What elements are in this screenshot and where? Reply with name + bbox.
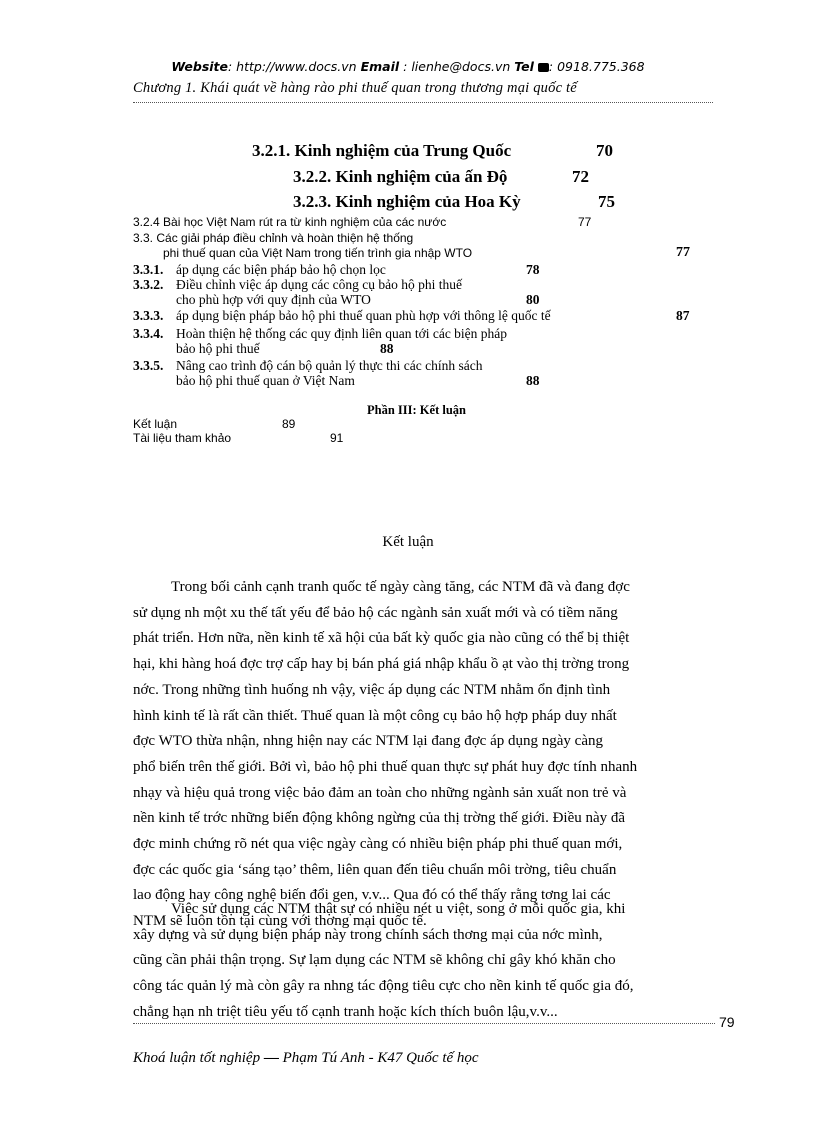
toc-33-line2: phi thuế quan của Việt Nam trong tiến trình gia nhập WTO [163, 246, 473, 260]
toc-332-line2: cho phù hợp với quy định của WTO [176, 292, 371, 307]
toc-333-page: 87 [676, 308, 690, 323]
paragraph-line: đợc các quốc gia ‘sáng tạo’ thêm, liên quan đến tiêu chuẩn môi trờng, tiêu chuẩn [133, 861, 617, 878]
paragraph-line: hại, khi hàng hoá đợc trợ cấp hay bị bán phá giá nhập khẩu ồ ạt vào thị trờng trong [133, 656, 630, 673]
paragraph-line: nhạy và hiệu quả trong việc bảo đảm an toàn cho những ngành sản xuất non trẻ và [133, 784, 627, 801]
paragraph-line: Việc sử dụng các NTM thật sự có nhiều nét u việt, song ở mỗi quốc gia, khi [171, 901, 626, 917]
paragraph-line: phổ biến trên thế giới. Bởi vì, bảo hộ phi thuế quan thực sự phát huy đợc tính nhanh [133, 758, 638, 775]
phone-icon [538, 63, 549, 72]
toc-335-page: 88 [526, 373, 540, 388]
toc-tailieu-page: 91 [330, 431, 344, 445]
toc-333: áp dụng biện pháp bảo hộ phi thuế quan phù hợp với thông lệ quốc tế [176, 308, 551, 323]
toc-331-num: 3.3.1. [133, 262, 164, 277]
toc-335-num: 3.3.5. [133, 358, 164, 373]
paragraph-line: cũng cần phải thận trọng. Sự lạm dụng các NTM sẽ không chỉ gây khó khăn cho [133, 952, 616, 969]
tel-label: Tel [514, 59, 534, 74]
email-label: Email [360, 59, 400, 74]
toc-322-page: 72 [572, 167, 589, 186]
paragraph-line: nớc. Trong những tình huống nh vậy, việc áp dụng các NTM nhằm ổn định tình [133, 681, 611, 698]
toc-331: áp dụng các biện pháp bảo hộ chọn lọc [176, 262, 386, 277]
paragraph-line: Trong bối cảnh cạnh tranh quốc tế ngày càng tăng, các NTM đã và đang đợc [171, 579, 630, 595]
website-label: Website [171, 59, 228, 74]
footer-right: Phạm Tú Anh - K47 Quốc tế học [282, 1050, 479, 1066]
paragraph-line: xây dựng và sử dụng biện pháp này trong chính sách thơng mại của nớc mình, [133, 926, 603, 943]
toc-324: 3.2.4 Bài học Việt Nam rút ra từ kinh nghiệm của các nước [133, 215, 447, 229]
paragraph-line: hình kinh tế là rất cần thiết. Thuế quan là một công cụ bảo hộ hợp pháp duy nhất [133, 707, 617, 724]
footer-text [133, 1050, 479, 1067]
toc-323: 3.2.3. Kinh nghiệm của Hoa Kỳ [293, 192, 521, 211]
tel-value: : 0918.775.368 [548, 59, 645, 74]
paragraph-line: chẳng hạn nh triệt tiêu yếu tố cạnh tranh hoặc kích thích buôn lậu,v.v... [133, 1003, 558, 1020]
toc-33-line1: 3.3. Các giải pháp điều chỉnh và hoàn thiện hệ thống [133, 231, 414, 245]
paragraph-line: nền kinh tế trớc những biến động không ngừng của thị trờng thế giới. Điều này đã [133, 810, 626, 827]
toc-335-line1: Nâng cao trình độ cán bộ quản lý thực thi các chính sách [176, 358, 483, 373]
header-contact [0, 59, 816, 74]
toc-332-num: 3.3.2. [133, 277, 164, 292]
toc-334-page: 88 [380, 341, 394, 356]
toc-324-page: 77 [578, 215, 592, 229]
header-rule [133, 102, 713, 103]
toc-ketluan-page: 89 [282, 417, 296, 431]
toc-ketluan: Kết luận [133, 417, 178, 431]
toc-part3: Phần III: Kết luận [367, 403, 466, 417]
footer-dash: — [263, 1050, 279, 1066]
conclusion-paragraph-2 [133, 897, 739, 1026]
website-value: : http://www.docs.vn [228, 59, 357, 74]
toc-33-page: 77 [676, 245, 690, 260]
chapter-title: Chương 1. Khái quát về hàng rào phi thuế quan trong thương mại quốc tế [133, 80, 577, 96]
toc-335-line2: bảo hộ phi thuế quan ở Việt Nam [176, 373, 355, 388]
paragraph-line: sử dụng nh một xu thế tất yếu để bảo hộ các ngành sản xuất mới và có tiềm năng [133, 604, 618, 621]
email-value: : lienhe@docs.vn [403, 59, 511, 74]
paragraph-line: công tác quản lý mà còn gây ra nhng tác động tiêu cực cho nền kinh tế quốc gia đó, [133, 978, 634, 995]
toc-332-line1: Điều chỉnh việc áp dụng các công cụ bảo hộ phi thuế [176, 277, 463, 292]
footer-rule [133, 1023, 715, 1024]
paragraph-line: lao động hay công nghệ biến đổi gen, v.v... Qua đó có thể thấy rằng tơng lai các [133, 887, 611, 904]
conclusion-heading: Kết luận [382, 534, 434, 550]
toc-323-page: 75 [598, 192, 615, 211]
toc-tailieu: Tài liệu tham khảo [133, 431, 232, 445]
page-number: 79 [719, 1014, 735, 1030]
toc-332-page: 80 [526, 292, 540, 307]
toc-331-page: 78 [526, 262, 540, 277]
toc-321-page: 70 [596, 141, 613, 160]
conclusion-paragraph-1 [133, 575, 739, 935]
toc-334-line1: Hoàn thiện hệ thống các quy định liên quan tới các biện pháp [176, 326, 508, 341]
paragraph-line: phát triển. Hơn nữa, nền kinh tế xã hội của bất kỳ quốc gia nào cũng có thể bị thiệt [133, 630, 630, 647]
paragraph-line: đợc minh chứng rõ nét qua việc ngày càng có nhiều biện pháp phi thuế quan mới, [133, 836, 623, 853]
paragraph-line: NTM sẽ luôn tồn tại cùng với thơng mại quốc tế. [133, 913, 427, 930]
footer-left: Khoá luận tốt nghiệp [133, 1050, 261, 1066]
toc-334-num: 3.3.4. [133, 326, 164, 341]
toc-322: 3.2.2. Kinh nghiệm của ấn Độ [293, 167, 508, 186]
paragraph-line: đợc WTO thừa nhận, nhng hiện nay các NTM lại đang đợc áp dụng ngày càng [133, 733, 603, 750]
toc-333-num: 3.3.3. [133, 308, 164, 323]
toc-334-line2: bảo hộ phi thuế [176, 341, 260, 356]
toc-321: 3.2.1. Kinh nghiệm của Trung Quốc [252, 141, 512, 160]
